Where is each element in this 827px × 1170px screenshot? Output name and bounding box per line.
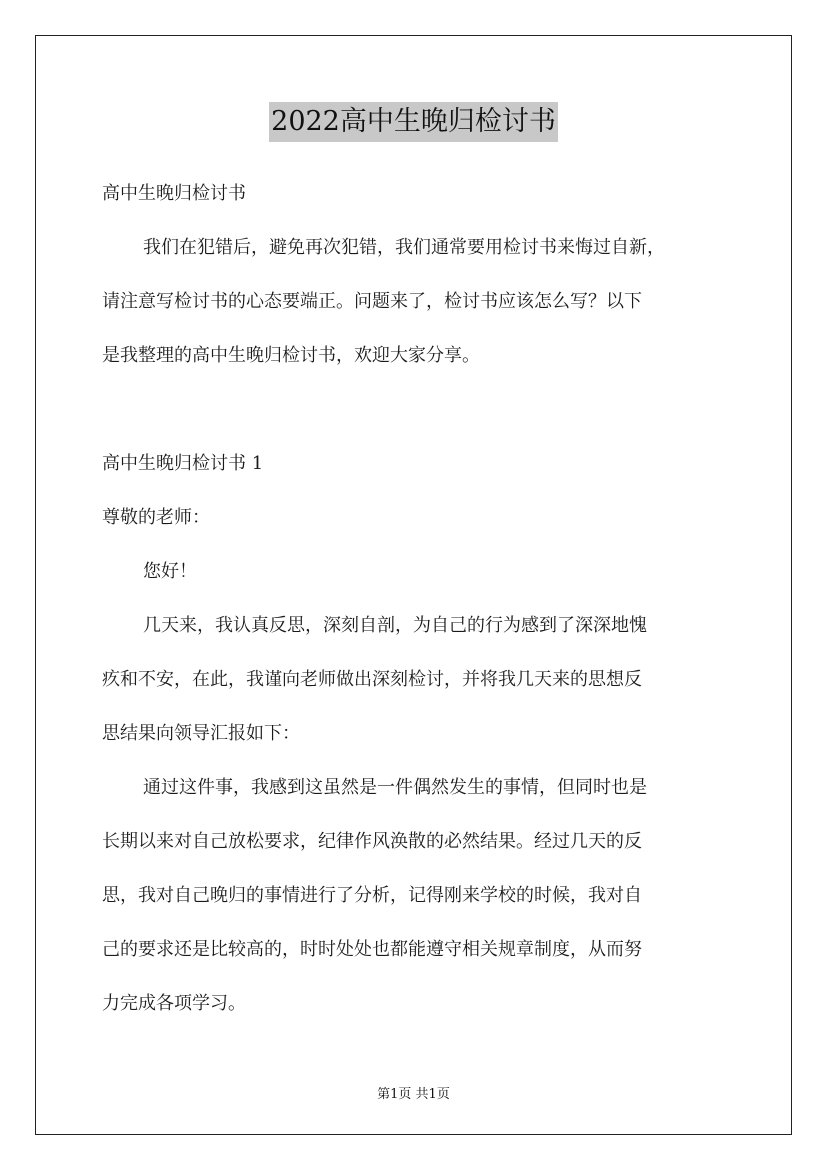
text-line: 您好！ <box>143 561 197 582</box>
text-line: 思结果向领导汇报如下： <box>102 723 300 744</box>
text-line: 通过这件事，我感到这虽然是一件偶然发生的事情，但同时也是 <box>143 777 647 798</box>
document-title: 2022高中生晚归检讨书 <box>269 102 558 142</box>
text-line: 是我整理的高中生晚归检讨书，欢迎大家分享。 <box>102 345 480 366</box>
text-line: 疚和不安，在此，我谨向老师做出深刻检讨，并将我几天来的思想反 <box>102 669 642 690</box>
text-line: 长期以来对自己放松要求，纪律作风涣散的必然结果。经过几天的反 <box>102 831 642 852</box>
text-line: 几天来，我认真反思，深刻自剖，为自己的行为感到了深深地愧 <box>143 615 647 636</box>
text-line: 请注意写检讨书的心态要端正。问题来了，检讨书应该怎么写？以下 <box>102 291 642 312</box>
text-line: 尊敬的老师： <box>102 507 210 528</box>
text-line: 己的要求还是比较高的，时时处处也都能遵守相关规章制度，从而努 <box>102 939 642 960</box>
text-line: 我们在犯错后，避免再次犯错，我们通常要用检讨书来悔过自新， <box>143 237 665 258</box>
text-line: 思，我对自己晚归的事情进行了分析，记得刚来学校的时候，我对自 <box>102 885 642 906</box>
title-container <box>0 102 827 142</box>
text-line: 力完成各项学习。 <box>102 993 246 1014</box>
page-footer: 第1页 共1页 <box>377 1087 450 1102</box>
text-line: 高中生晚归检讨书 1 <box>102 453 264 474</box>
text-line: 高中生晚归检讨书 <box>102 183 246 204</box>
